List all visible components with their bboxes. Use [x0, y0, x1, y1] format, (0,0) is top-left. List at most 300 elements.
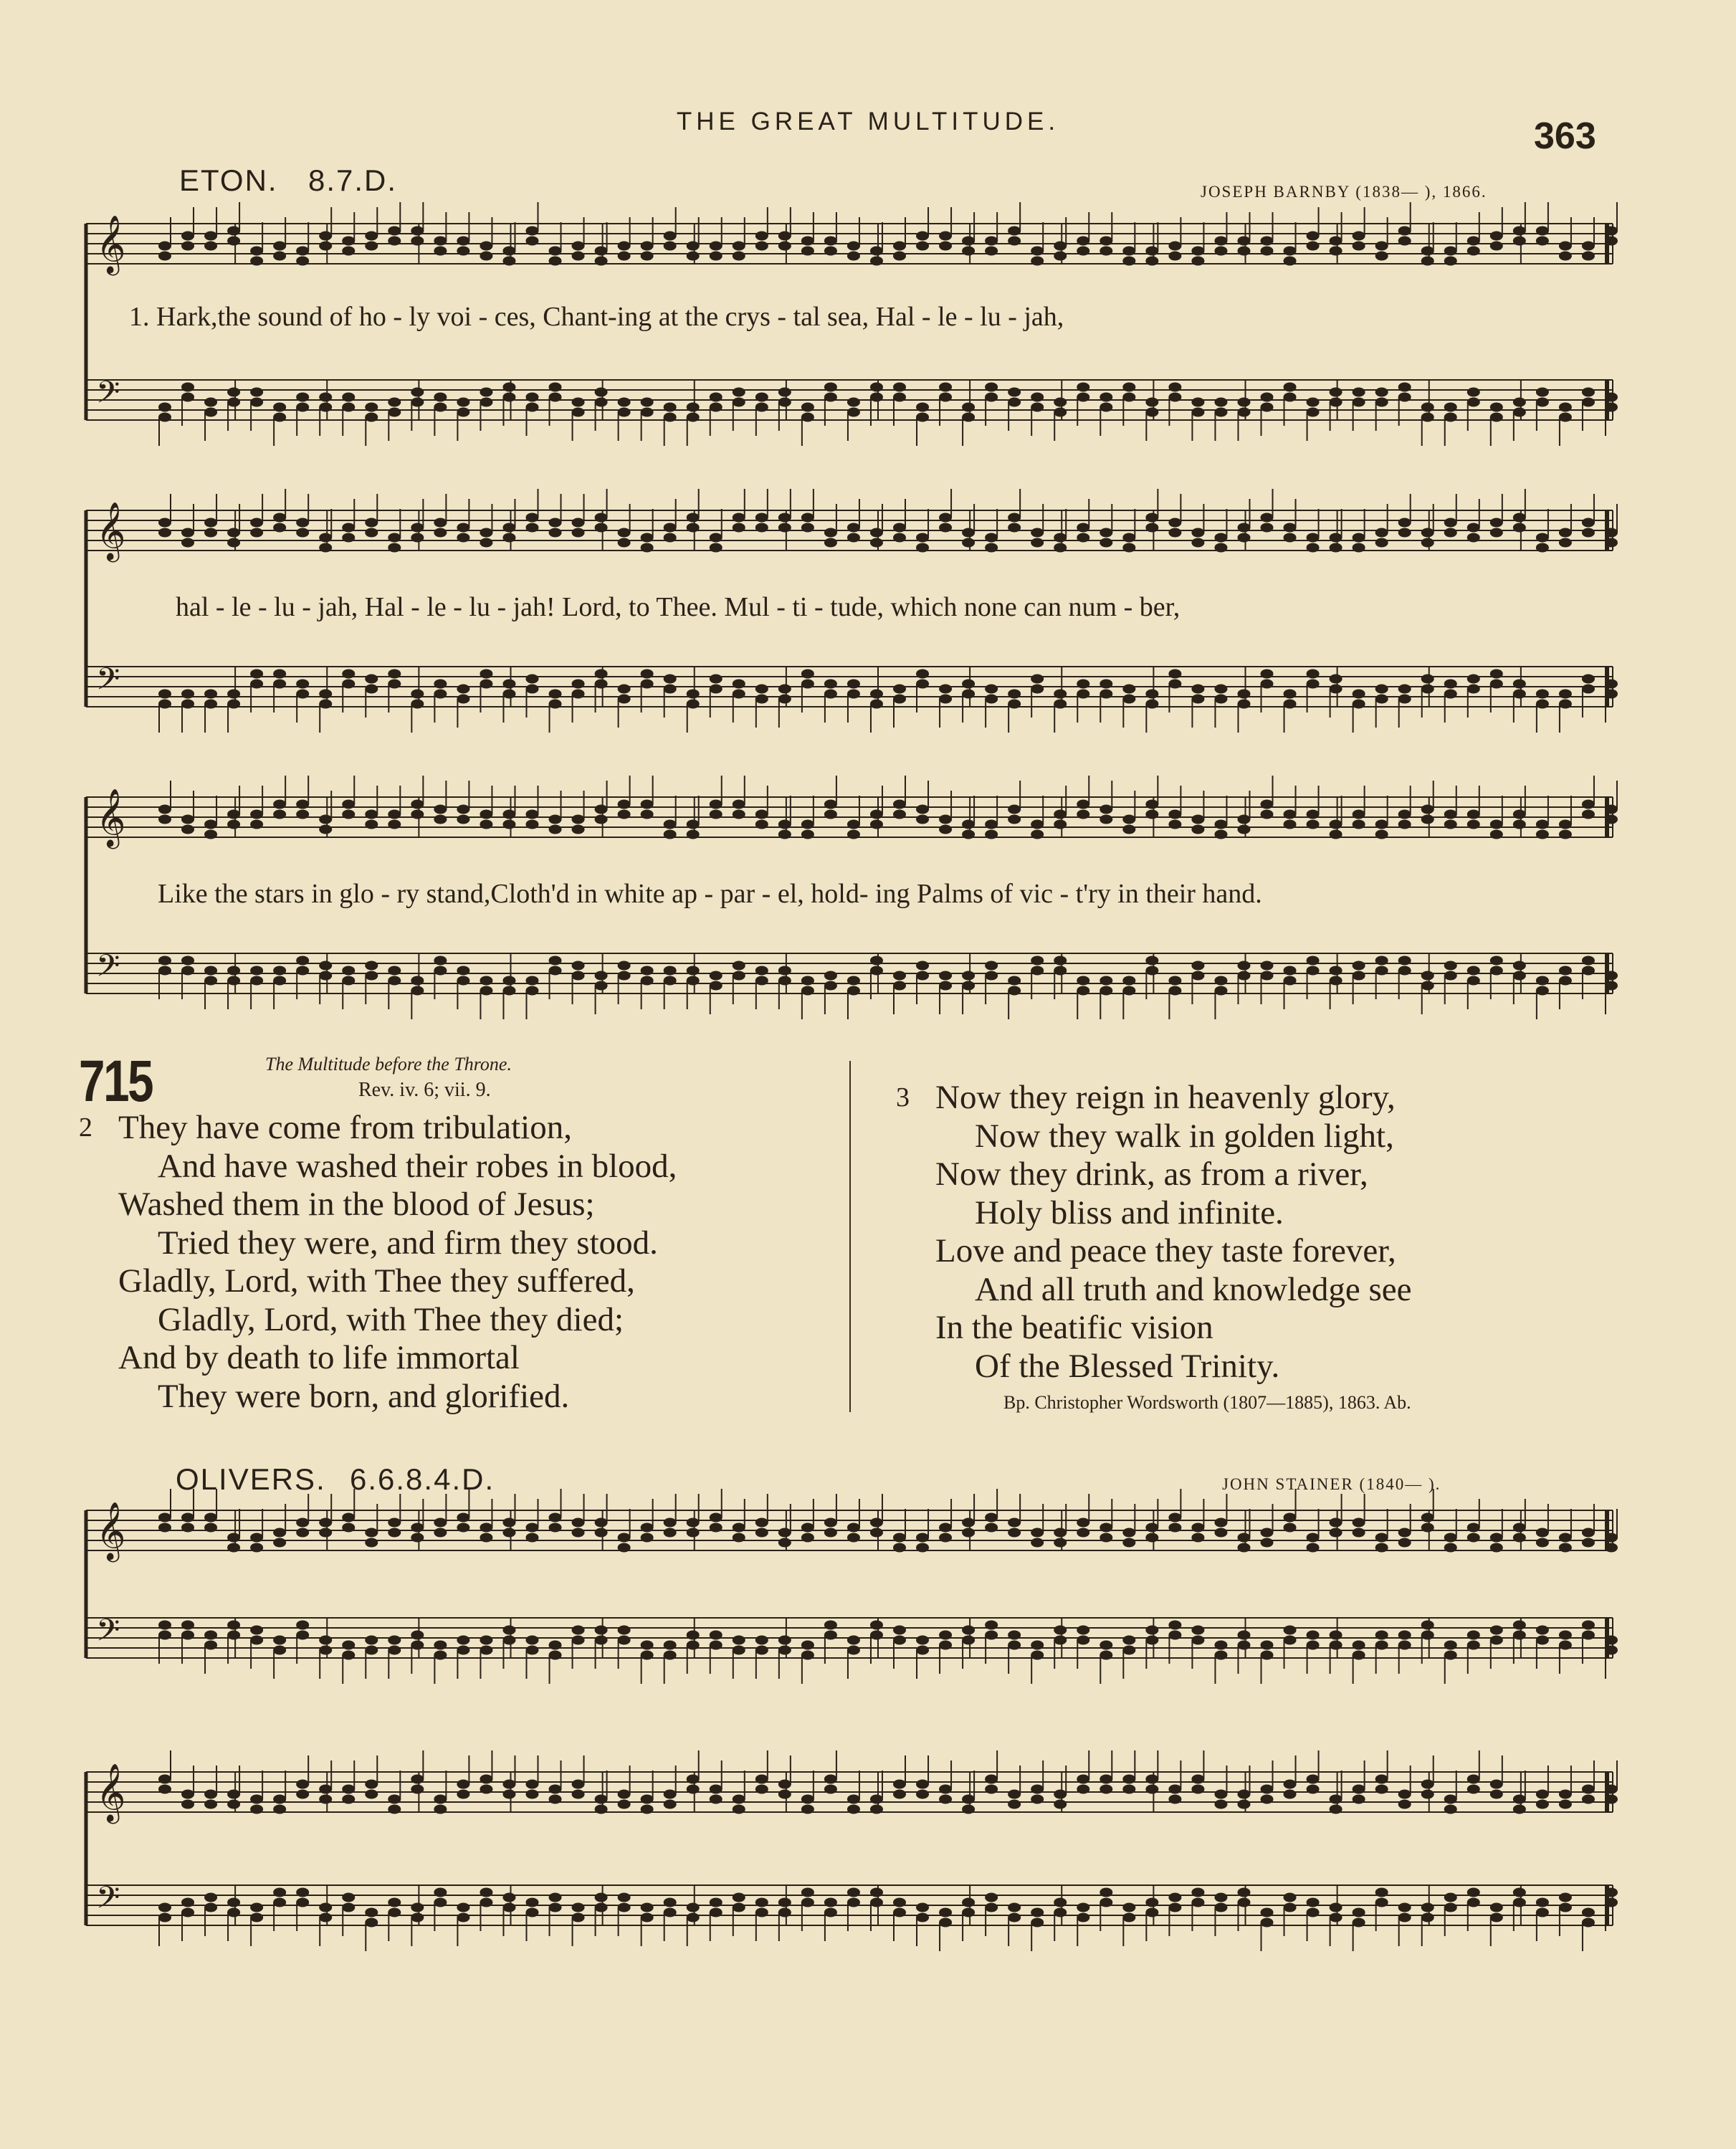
note-head — [1077, 533, 1089, 543]
note-head — [411, 1785, 424, 1794]
note-head — [1077, 1626, 1089, 1635]
note-head — [710, 685, 722, 694]
note-head — [319, 533, 332, 543]
note-head — [457, 695, 469, 704]
note-head — [1307, 820, 1320, 829]
note-head — [710, 800, 722, 809]
note-head — [778, 398, 791, 407]
note-head — [319, 700, 332, 709]
note-head — [1168, 528, 1181, 538]
note-head — [1582, 800, 1595, 809]
note-head — [1008, 690, 1021, 699]
stanza-line: And all truth and knowledge see — [975, 1270, 1412, 1308]
note-head — [1284, 700, 1297, 709]
note-head — [1582, 242, 1595, 251]
note-head — [916, 533, 929, 543]
note-head — [572, 398, 585, 407]
note-head — [342, 1795, 355, 1804]
treble-clef-icon: 𝄞 — [96, 1763, 126, 1821]
note-head — [893, 242, 906, 251]
note-head — [158, 1631, 171, 1640]
note-head — [939, 695, 952, 704]
note-head — [733, 1636, 745, 1645]
note-head — [273, 1528, 286, 1538]
note-head — [158, 413, 171, 422]
note-head — [1559, 1903, 1572, 1912]
note-head — [227, 976, 240, 986]
note-head — [273, 1898, 286, 1907]
stanza-line: Holy bliss and infinite. — [975, 1193, 1284, 1231]
stanza-number: 2 — [79, 1112, 92, 1143]
note-head — [342, 247, 355, 256]
note-head — [985, 1903, 998, 1912]
note-head — [273, 252, 286, 261]
note-head — [572, 1626, 585, 1635]
note-head — [985, 237, 998, 246]
note-head — [1536, 533, 1549, 543]
note-head — [1168, 393, 1181, 402]
note-head — [227, 820, 240, 829]
note-head — [916, 1913, 929, 1922]
note-head — [319, 690, 332, 699]
note-head — [502, 976, 515, 986]
note-head — [227, 966, 240, 976]
note-head — [1421, 971, 1434, 981]
note-head — [1284, 1626, 1297, 1635]
note-head — [824, 538, 837, 548]
note-head — [572, 242, 585, 251]
note-head — [1536, 1538, 1549, 1548]
stanza-line: Gladly, Lord, with Thee they died; — [158, 1300, 624, 1338]
note-head — [870, 1795, 883, 1804]
note-head — [1490, 1790, 1503, 1799]
note-head — [457, 247, 469, 256]
note-head — [502, 257, 515, 266]
note-head — [1031, 820, 1044, 829]
note-head — [641, 408, 654, 417]
note-head — [250, 257, 263, 266]
note-head — [1490, 956, 1503, 966]
note-head — [1168, 1795, 1181, 1804]
note-head — [1398, 383, 1411, 392]
note-head — [434, 1888, 447, 1897]
note-head — [778, 1780, 791, 1789]
note-head — [549, 518, 562, 528]
note-head — [870, 956, 883, 966]
note-head — [1375, 1785, 1388, 1794]
note-head — [204, 528, 217, 538]
note-head — [939, 513, 952, 523]
note-head — [870, 1621, 883, 1630]
note-head — [1261, 403, 1274, 412]
note-head — [1168, 820, 1181, 829]
note-head — [641, 680, 654, 689]
note-head — [1054, 956, 1067, 966]
note-head — [1375, 685, 1388, 694]
note-head — [618, 961, 631, 971]
note-head — [1353, 388, 1365, 397]
note-head — [1307, 810, 1320, 819]
note-head — [457, 1903, 469, 1912]
note-head — [962, 690, 975, 699]
note-head — [1008, 237, 1021, 246]
note-head — [204, 1790, 217, 1799]
note-head — [710, 1898, 722, 1907]
note-head — [687, 252, 700, 261]
note-head — [641, 1523, 654, 1533]
note-head — [1237, 533, 1250, 543]
note-head — [388, 1898, 401, 1907]
note-head — [1122, 695, 1135, 704]
note-head — [893, 971, 906, 981]
note-head — [1513, 690, 1526, 699]
note-head — [595, 1518, 608, 1528]
note-head — [801, 513, 814, 523]
note-head — [618, 408, 631, 417]
note-head — [755, 976, 768, 986]
note-head — [250, 398, 263, 407]
note-head — [1100, 680, 1112, 689]
note-head — [1145, 1908, 1158, 1917]
note-head — [1261, 1651, 1274, 1660]
note-head — [158, 805, 171, 814]
note-head — [250, 1903, 263, 1912]
note-head — [1330, 685, 1342, 694]
note-head — [181, 1790, 194, 1799]
note-head — [181, 690, 194, 699]
note-head — [1398, 393, 1411, 402]
note-head — [434, 247, 447, 256]
note-head — [1307, 1898, 1320, 1907]
note-head — [641, 976, 654, 986]
note-head — [641, 1533, 654, 1543]
note-head — [916, 680, 929, 689]
note-head — [1307, 1641, 1320, 1650]
note-head — [1559, 413, 1572, 422]
note-head — [1122, 1785, 1135, 1794]
note-head — [595, 981, 608, 991]
note-head — [824, 383, 837, 392]
note-head — [1490, 670, 1503, 679]
note-head — [1191, 398, 1204, 407]
note-head — [1145, 257, 1158, 266]
note-head — [227, 1621, 240, 1630]
note-head — [411, 237, 424, 246]
note-head — [687, 700, 700, 709]
note-head — [893, 523, 906, 533]
note-head — [1582, 1631, 1595, 1640]
note-head — [342, 1651, 355, 1660]
note-head — [1031, 257, 1044, 266]
note-head — [985, 533, 998, 543]
note-head — [733, 971, 745, 981]
note-head — [388, 543, 401, 553]
bass-clef-icon: 𝄢 — [96, 1613, 120, 1656]
note-head — [1398, 1528, 1411, 1538]
note-head — [1375, 252, 1388, 261]
note-head — [411, 227, 424, 236]
note-head — [1513, 961, 1526, 971]
note-head — [1330, 1913, 1342, 1922]
note-head — [870, 690, 883, 699]
note-head — [319, 1646, 332, 1655]
note-head — [985, 1513, 998, 1523]
note-head — [1444, 1903, 1457, 1912]
running-head: THE GREAT MULTITUDE. — [676, 108, 1060, 135]
note-head — [502, 1893, 515, 1902]
note-head — [710, 1641, 722, 1650]
note-head — [618, 528, 631, 538]
note-head — [1421, 247, 1434, 256]
note-head — [296, 800, 309, 809]
note-head — [1145, 408, 1158, 417]
note-head — [1353, 820, 1365, 829]
note-head — [1214, 695, 1227, 704]
note-head — [1330, 1641, 1342, 1650]
note-head — [158, 252, 171, 261]
note-head — [1513, 1523, 1526, 1533]
note-head — [870, 1631, 883, 1640]
note-head — [1077, 247, 1089, 256]
note-head — [1100, 1775, 1112, 1784]
note-head — [687, 513, 700, 523]
stanza-line: Now they walk in golden light, — [975, 1117, 1394, 1155]
note-head — [181, 956, 194, 966]
note-head — [595, 1893, 608, 1902]
note-head — [870, 966, 883, 976]
note-head — [204, 820, 217, 829]
note-head — [1145, 1523, 1158, 1533]
note-head — [526, 393, 539, 402]
note-head — [1353, 810, 1365, 819]
note-head — [1261, 1795, 1274, 1804]
note-head — [801, 1651, 814, 1660]
note-head — [939, 685, 952, 694]
note-head — [250, 1913, 263, 1922]
note-head — [893, 383, 906, 392]
note-head — [1513, 1631, 1526, 1640]
note-head — [1237, 408, 1250, 417]
note-head — [939, 383, 952, 392]
note-head — [1008, 523, 1021, 533]
note-head — [1191, 971, 1204, 981]
note-head — [939, 1641, 952, 1650]
note-head — [1536, 830, 1549, 839]
note-head — [778, 830, 791, 839]
note-head — [549, 1795, 562, 1804]
note-head — [526, 1790, 539, 1799]
note-head — [1605, 690, 1618, 699]
note-head — [1444, 1805, 1457, 1814]
note-head — [755, 966, 768, 976]
note-head — [1191, 528, 1204, 538]
note-head — [1214, 1641, 1227, 1650]
note-head — [1168, 670, 1181, 679]
note-head — [1008, 227, 1021, 236]
note-head — [1008, 1518, 1021, 1528]
note-head — [893, 1780, 906, 1789]
note-head — [1307, 242, 1320, 251]
note-head — [1490, 528, 1503, 538]
note-head — [893, 810, 906, 819]
note-head — [365, 971, 378, 981]
note-head — [502, 1780, 515, 1789]
note-head — [1031, 1651, 1044, 1660]
note-head — [755, 810, 768, 819]
note-head — [1145, 1775, 1158, 1784]
note-head — [273, 413, 286, 422]
note-head — [526, 403, 539, 412]
note-head — [641, 1903, 654, 1912]
note-head — [1490, 820, 1503, 829]
note-head — [618, 1636, 631, 1645]
note-head — [595, 247, 608, 256]
note-head — [227, 227, 240, 236]
note-head — [1008, 388, 1021, 397]
note-head — [1261, 1641, 1274, 1650]
note-head — [1421, 1790, 1434, 1799]
note-head — [962, 1518, 975, 1528]
note-head — [1031, 956, 1044, 966]
note-head — [1353, 1795, 1365, 1804]
note-head — [618, 1893, 631, 1902]
note-head — [641, 1651, 654, 1660]
note-head — [296, 257, 309, 266]
note-head — [1145, 247, 1158, 256]
note-head — [572, 1636, 585, 1645]
note-head — [1031, 393, 1044, 402]
note-head — [319, 393, 332, 402]
note-head — [1145, 1626, 1158, 1635]
note-head — [1605, 538, 1618, 548]
note-head — [273, 403, 286, 412]
stanza-line: Washed them in the blood of Jesus; — [118, 1186, 595, 1223]
note-head — [388, 408, 401, 417]
note-head — [549, 815, 562, 824]
note-head — [388, 1528, 401, 1538]
note-head — [1191, 695, 1204, 704]
note-head — [893, 685, 906, 694]
note-head — [1559, 1533, 1572, 1543]
note-head — [1307, 670, 1320, 679]
note-head — [1307, 1785, 1320, 1794]
note-head — [1353, 533, 1365, 543]
note-head — [480, 1898, 492, 1907]
note-head — [1100, 1785, 1112, 1794]
olivers-tune-name: OLIVERS. — [176, 1462, 326, 1496]
note-head — [1261, 971, 1274, 981]
note-head — [457, 1913, 469, 1922]
note-head — [664, 1790, 677, 1799]
note-head — [1237, 971, 1250, 981]
note-head — [962, 1626, 975, 1635]
note-head — [824, 247, 837, 256]
note-head — [641, 1795, 654, 1804]
note-head — [1008, 398, 1021, 407]
note-head — [962, 820, 975, 829]
note-head — [801, 1533, 814, 1543]
note-head — [641, 533, 654, 543]
note-head — [1582, 685, 1595, 694]
note-head — [1490, 830, 1503, 839]
note-head — [595, 971, 608, 981]
note-head — [1214, 247, 1227, 256]
page-number: 363 — [1534, 115, 1596, 157]
note-head — [502, 810, 515, 819]
note-head — [342, 966, 355, 976]
note-head — [342, 1523, 355, 1533]
note-head — [687, 1631, 700, 1640]
note-head — [526, 685, 539, 694]
note-head — [1421, 1631, 1434, 1640]
note-head — [893, 533, 906, 543]
note-head — [1467, 237, 1480, 246]
note-head — [1168, 1631, 1181, 1640]
note-head — [526, 810, 539, 819]
note-head — [204, 1523, 217, 1533]
note-head — [1421, 685, 1434, 694]
note-head — [801, 976, 814, 986]
note-head — [916, 670, 929, 679]
stanza-line: Now they drink, as from a river, — [935, 1155, 1368, 1193]
note-head — [1284, 247, 1297, 256]
note-head — [434, 805, 447, 814]
note-head — [549, 1523, 562, 1533]
note-head — [1284, 690, 1297, 699]
note-head — [824, 393, 837, 402]
note-head — [1237, 247, 1250, 256]
note-head — [319, 971, 332, 981]
note-head — [1582, 956, 1595, 966]
note-head — [618, 800, 631, 809]
note-head — [985, 830, 998, 839]
note-head — [250, 388, 263, 397]
note-head — [733, 1646, 745, 1655]
note-head — [1008, 1800, 1021, 1809]
note-head — [158, 690, 171, 699]
note-head — [1330, 675, 1342, 684]
note-head — [480, 670, 492, 679]
note-head — [1122, 247, 1135, 256]
note-head — [457, 1523, 469, 1533]
note-head — [319, 232, 332, 241]
note-head — [273, 800, 286, 809]
note-head — [870, 820, 883, 829]
treble-clef-icon: 𝄞 — [96, 214, 126, 273]
note-head — [365, 1636, 378, 1645]
note-head — [457, 408, 469, 417]
eton-lyric-line-1: 1. Hark,the sound of ho - ly voi - ces, Chant-ing at the crys - tal sea, Hal - le - lu - jah, — [129, 302, 1064, 332]
note-head — [342, 523, 355, 533]
note-head — [778, 1790, 791, 1799]
note-head — [778, 1528, 791, 1538]
note-head — [181, 1631, 194, 1640]
note-head — [181, 1513, 194, 1523]
note-head — [618, 1626, 631, 1635]
note-head — [296, 1790, 309, 1799]
note-head — [549, 247, 562, 256]
note-head — [1559, 528, 1572, 538]
note-head — [1330, 820, 1342, 829]
note-head — [549, 1513, 562, 1523]
note-head — [664, 1641, 677, 1650]
note-head — [1307, 956, 1320, 966]
note-head — [250, 670, 263, 679]
note-head — [1375, 1775, 1388, 1784]
note-head — [641, 800, 654, 809]
note-head — [1284, 1790, 1297, 1799]
note-head — [158, 1513, 171, 1523]
